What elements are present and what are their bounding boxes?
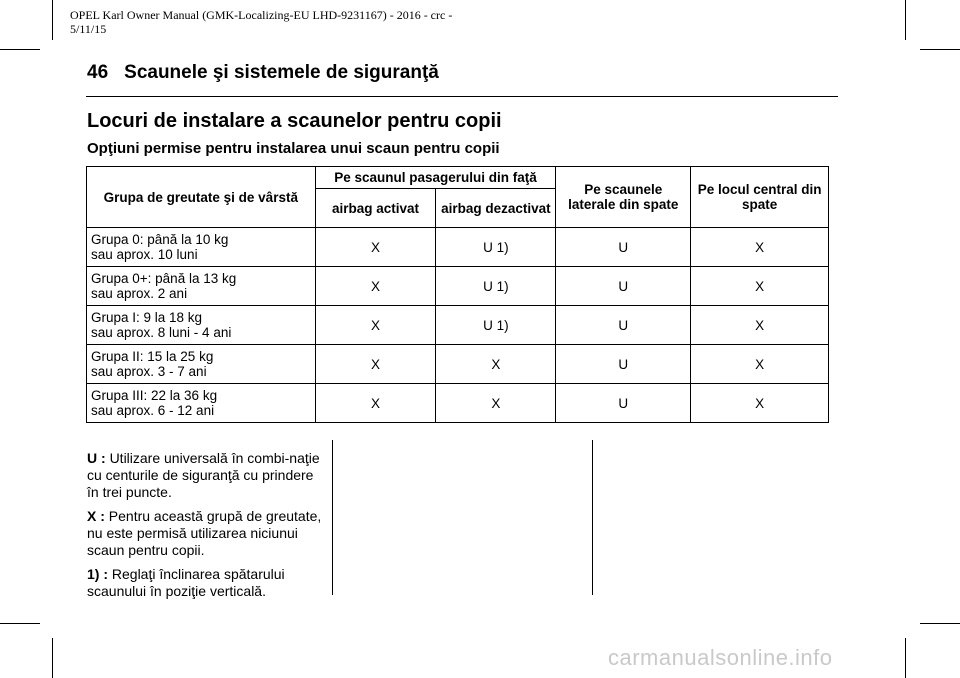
- legend-item: [87, 566, 322, 600]
- cell-group: Grupa III: 22 la 36 kg sau aprox. 6 - 12 ani: [87, 384, 316, 423]
- legend-text: Reglaţi înclinarea spătarului scaunului în poziţie verticală.: [87, 566, 285, 599]
- header-group: Grupa de greutate şi de vârstă: [87, 167, 316, 228]
- cell-rear-outer: U: [556, 267, 691, 306]
- cell-airbag-off: U 1): [436, 267, 556, 306]
- crop-mark: [905, 638, 906, 678]
- heading-divider: [86, 96, 838, 97]
- cell-rear-center: X: [691, 306, 829, 345]
- cell-rear-outer: U: [556, 228, 691, 267]
- legend-text: Pentru această grupă de greutate, nu este permisă utilizarea niciunui scaun pentru copii.: [87, 508, 322, 558]
- legend-key: U :: [87, 450, 106, 466]
- subsection-title: Opţiuni permise pentru instalarea unui scaun pentru copii: [87, 140, 500, 157]
- cell-group: Grupa 0: până la 10 kg sau aprox. 10 luni: [87, 228, 316, 267]
- legend-key: 1) :: [87, 566, 108, 582]
- table-row: [87, 306, 829, 345]
- cell-airbag-off: U 1): [436, 306, 556, 345]
- header-front-passenger: Pe scaunul pasagerului din faţă: [315, 167, 556, 189]
- cell-rear-outer: U: [556, 306, 691, 345]
- header-airbag-off: airbag dezactivat: [436, 189, 556, 228]
- child-seat-table: [86, 166, 829, 423]
- page-number: 46: [87, 62, 109, 83]
- cell-rear-outer: U: [556, 384, 691, 423]
- cell-airbag-off: X: [436, 345, 556, 384]
- page-heading: [87, 62, 439, 84]
- table-row: [87, 267, 829, 306]
- crop-mark: [52, 0, 53, 40]
- cell-airbag-off: X: [436, 384, 556, 423]
- cell-airbag-off: U 1): [436, 228, 556, 267]
- cell-group: Grupa 0+: până la 13 kg sau aprox. 2 ani: [87, 267, 316, 306]
- document-header: OPEL Karl Owner Manual (GMK-Localizing-EU LHD-9231167) - 2016 - crc - 5/11/15: [70, 8, 453, 36]
- cell-rear-center: X: [691, 228, 829, 267]
- legend-item: [87, 508, 322, 559]
- cell-airbag-on: X: [315, 267, 436, 306]
- watermark: carmanualsonline.info: [608, 645, 833, 670]
- chapter-title: Scaunele şi sistemele de siguranţă: [124, 62, 439, 83]
- cell-airbag-on: X: [315, 228, 436, 267]
- legend-key: X :: [87, 508, 105, 524]
- column-divider: [592, 440, 593, 595]
- crop-mark: [0, 49, 40, 50]
- cell-rear-center: X: [691, 384, 829, 423]
- cell-airbag-on: X: [315, 384, 436, 423]
- column-divider: [332, 440, 333, 595]
- cell-group: Grupa I: 9 la 18 kg sau aprox. 8 luni - 4 ani: [87, 306, 316, 345]
- section-title: Locuri de instalare a scaunelor pentru copii: [87, 110, 502, 132]
- table-row: [87, 384, 829, 423]
- legend: [87, 450, 322, 607]
- table-row: [87, 228, 829, 267]
- cell-rear-outer: U: [556, 345, 691, 384]
- cell-rear-center: X: [691, 267, 829, 306]
- crop-mark: [905, 0, 906, 40]
- cell-airbag-on: X: [315, 306, 436, 345]
- cell-group: Grupa II: 15 la 25 kg sau aprox. 3 - 7 ani: [87, 345, 316, 384]
- cell-rear-center: X: [691, 345, 829, 384]
- header-airbag-on: airbag activat: [315, 189, 436, 228]
- legend-item: [87, 450, 322, 501]
- cell-airbag-on: X: [315, 345, 436, 384]
- header-rear-outer: Pe scaunele laterale din spate: [556, 167, 691, 228]
- legend-text: Utilizare universală în combi-naţie cu centurile de siguranţă cu prindere în trei puncte.: [87, 450, 320, 500]
- crop-mark: [52, 638, 53, 678]
- crop-mark: [0, 623, 40, 624]
- crop-mark: [920, 49, 960, 50]
- table-row: [87, 345, 829, 384]
- crop-mark: [920, 623, 960, 624]
- header-rear-center: Pe locul central din spate: [691, 167, 829, 228]
